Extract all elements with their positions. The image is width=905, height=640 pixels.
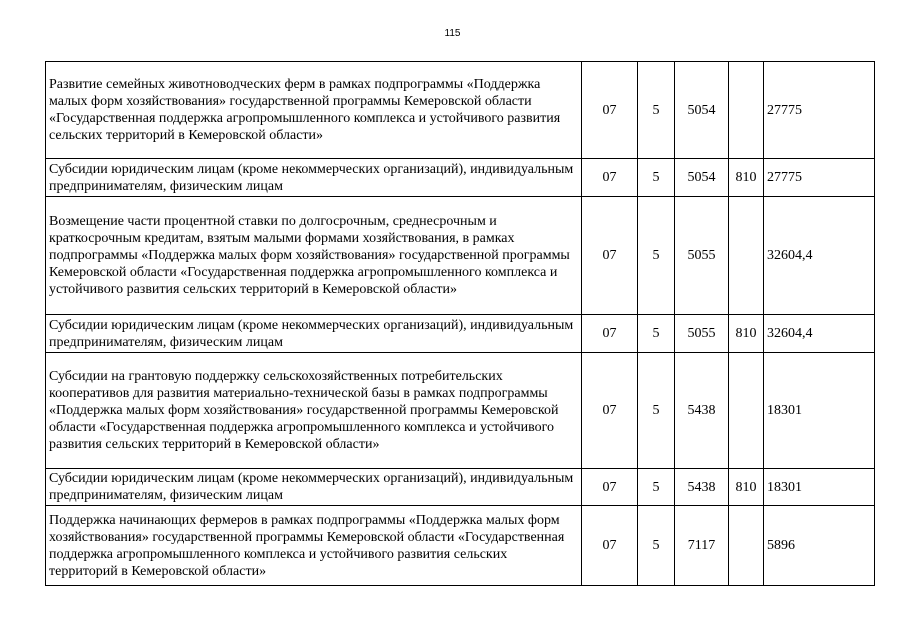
row-description: Возмещение части процентной ставки по долгосрочным, среднесрочным и краткосрочным кредитам, взятым малыми формами хозяйствования, в рамках подпрограммы «Поддержка малых форм хозяйствования» государственной программы Кемеровской области «Государственная поддержка агропромышленного комплекса и устойчивого развития сельских территорий в Кемеровской области» — [46, 197, 582, 315]
row-subsection: 5 — [638, 506, 675, 586]
row-amount: 32604,4 — [764, 315, 875, 353]
table-row — [46, 315, 875, 353]
row-target-article: 5438 — [675, 353, 729, 469]
row-expense-type — [729, 62, 764, 159]
row-description: Развитие семейных животноводческих ферм в рамках подпрограммы «Поддержка малых форм хозяйствования» государственной программы Кемеровской области «Государственная поддержка агропромышленного комплекса и устойчивого развития сельских территорий в Кемеровской области» — [46, 62, 582, 159]
row-description: Поддержка начинающих фермеров в рамках подпрограммы «Поддержка малых форм хозяйствования» государственной программы Кемеровской области «Государственная поддержка агропромышленного комплекса и устойчивого развития сельских территорий в Кемеровской области» — [46, 506, 582, 586]
row-amount: 5896 — [764, 506, 875, 586]
row-expense-type: 810 — [729, 315, 764, 353]
row-section: 07 — [582, 62, 638, 159]
row-amount: 32604,4 — [764, 197, 875, 315]
page-number: 115 — [444, 28, 461, 39]
row-target-article: 7117 — [675, 506, 729, 586]
row-section: 07 — [582, 159, 638, 197]
row-amount: 18301 — [764, 469, 875, 506]
row-description: Субсидии юридическим лицам (кроме некоммерческих организаций), индивидуальным предпринимателям, физическим лицам — [46, 469, 582, 506]
row-subsection: 5 — [638, 159, 675, 197]
row-expense-type: 810 — [729, 159, 764, 197]
table-row — [46, 62, 875, 159]
table-row — [46, 197, 875, 315]
row-target-article: 5438 — [675, 469, 729, 506]
row-expense-type — [729, 353, 764, 469]
table-row — [46, 353, 875, 469]
row-target-article: 5054 — [675, 62, 729, 159]
row-amount: 27775 — [764, 159, 875, 197]
row-expense-type — [729, 197, 764, 315]
table-row — [46, 506, 875, 586]
row-subsection: 5 — [638, 62, 675, 159]
row-section: 07 — [582, 506, 638, 586]
row-expense-type: 810 — [729, 469, 764, 506]
row-expense-type — [729, 506, 764, 586]
budget-table — [45, 61, 875, 586]
row-target-article: 5055 — [675, 197, 729, 315]
row-subsection: 5 — [638, 197, 675, 315]
row-target-article: 5054 — [675, 159, 729, 197]
row-subsection: 5 — [638, 469, 675, 506]
row-section: 07 — [582, 353, 638, 469]
row-target-article: 5055 — [675, 315, 729, 353]
row-subsection: 5 — [638, 315, 675, 353]
row-section: 07 — [582, 469, 638, 506]
row-amount: 27775 — [764, 62, 875, 159]
row-description: Субсидии юридическим лицам (кроме некоммерческих организаций), индивидуальным предпринимателям, физическим лицам — [46, 315, 582, 353]
row-amount: 18301 — [764, 353, 875, 469]
table-row — [46, 159, 875, 197]
row-section: 07 — [582, 315, 638, 353]
row-section: 07 — [582, 197, 638, 315]
row-description: Субсидии на грантовую поддержку сельскохозяйственных потребительских кооперативов для развития материально-технической базы в рамках подпрограммы «Поддержка малых форм хозяйствования» государственной программы Кемеровской области «Государственная поддержка агропромышленного комплекса и устойчивого развития сельских территорий в Кемеровской области» — [46, 353, 582, 469]
row-description: Субсидии юридическим лицам (кроме некоммерческих организаций), индивидуальным предпринимателям, физическим лицам — [46, 159, 582, 197]
table-row — [46, 469, 875, 506]
row-subsection: 5 — [638, 353, 675, 469]
